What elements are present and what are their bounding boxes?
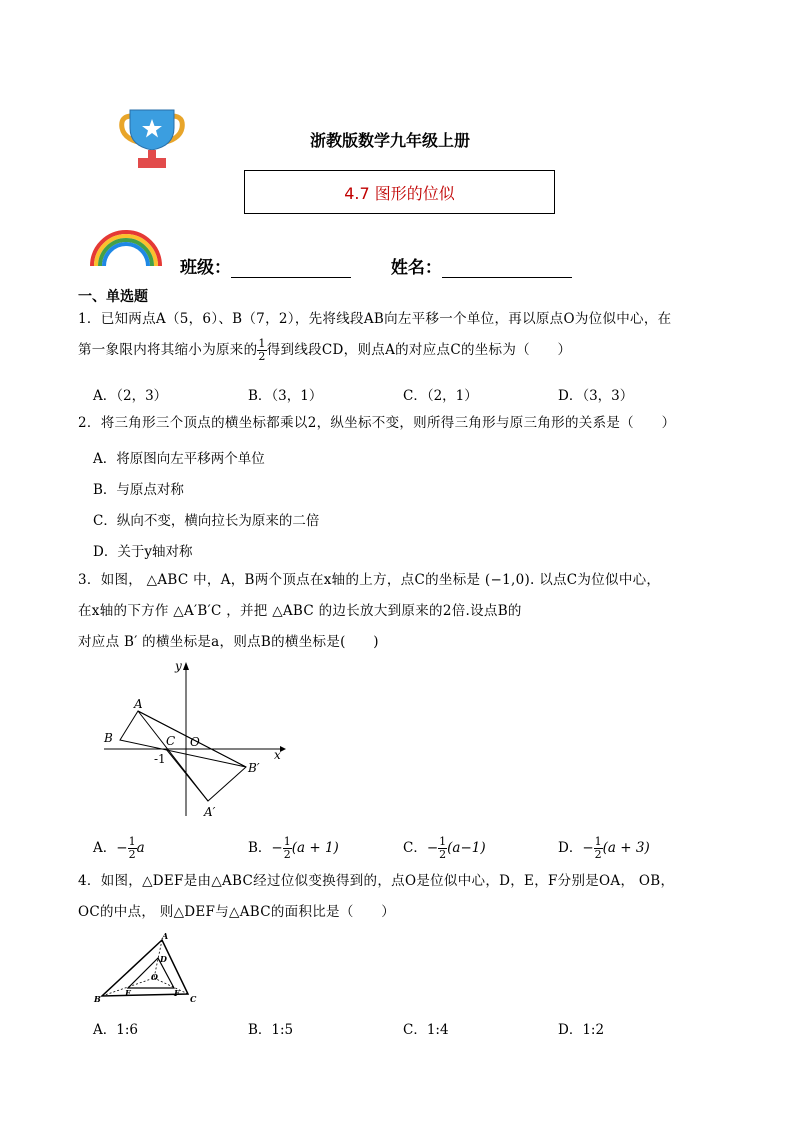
q1-option-b[interactable]: B．（3，1）	[248, 388, 323, 404]
q3-option-a[interactable]: A．− $\frac{1}{2}$ a	[93, 835, 145, 861]
question-1	[78, 304, 728, 366]
q3-line2: 在x轴的下方作 △A′B′C ，并把 △ABC 的边长放大到原来的2倍.设点B的	[78, 603, 522, 619]
q4-option-a[interactable]: A．1:6	[93, 1022, 138, 1038]
fig3-label-y: y	[175, 659, 182, 673]
fig3-label-x: x	[274, 748, 281, 762]
fig4-label-e: E	[125, 988, 132, 998]
q2-stem: 2．将三角形三个顶点的横坐标都乘以2，纵坐标不变，则所得三角形与原三角形的关系是（ ）	[78, 415, 676, 431]
q1-option-d[interactable]: D．（3，3）	[558, 388, 634, 404]
trophy-icon	[118, 108, 186, 170]
student-info-row	[180, 253, 572, 278]
fig4-label-c: C	[190, 994, 197, 1004]
class-label: 班级：	[180, 258, 231, 278]
q4-line2: OC的中点， 则△DEF与△ABC的面积比是（ ）	[78, 904, 396, 920]
q2-option-d[interactable]: D．关于y轴对称	[93, 544, 193, 560]
q3-option-c[interactable]: C．− $\frac{1}{2}$ (a−1)	[403, 835, 486, 861]
q2-option-c[interactable]: C．纵向不变，横向拉长为原来的二倍	[93, 513, 320, 529]
question-4	[78, 866, 728, 928]
q3-option-b[interactable]: B．− $\frac{1}{2}$ (a + 1)	[248, 835, 339, 861]
q4-option-d[interactable]: D．1:2	[558, 1022, 605, 1038]
lesson-title-box	[244, 170, 555, 214]
name-label: 姓名：	[390, 258, 442, 278]
section-title: 一、单选题	[78, 289, 148, 305]
fig4-label-b: B	[94, 994, 101, 1004]
q1-option-a[interactable]: A．（2，3）	[93, 388, 168, 404]
q4-line1: 4．如图，△DEF是由△ABC经过位似变换得到的，点O是位似中心，D，E，F分别是OA， OB，	[78, 873, 675, 889]
rainbow-icon	[88, 226, 164, 268]
fig4-label-o: O	[151, 972, 158, 982]
q3-line3: 对应点 B′ 的横坐标是a，则点B的横坐标是( )	[78, 634, 379, 650]
q3-option-d[interactable]: D．− $\frac{1}{2}$ (a + 3)	[558, 835, 650, 861]
q1-line2: 第一象限内将其缩小为原来的 $\frac{1}{2}$ 得到线段CD，则点A的对应点C的坐标为（ ）	[78, 337, 572, 363]
name-field[interactable]	[442, 259, 572, 278]
fig3-label-aprime: A′	[204, 805, 216, 819]
question-3	[78, 565, 728, 658]
fig4-label-d: D	[160, 954, 167, 964]
q4-option-c[interactable]: C．1:4	[403, 1022, 449, 1038]
fig3-label-b: B	[104, 731, 113, 745]
q1-line1: 1．已知两点A（5，6）、B（7，2），先将线段AB向左平移一个单位，再以原点O为位似中心，在	[78, 311, 672, 327]
q1-option-c[interactable]: C．（2，1）	[403, 388, 478, 404]
fig3-label-neg1: -1	[154, 752, 166, 766]
fig4-label-a: A	[162, 932, 169, 941]
q4-figure	[92, 932, 204, 1006]
lesson-title: 4.7 图形的位似	[344, 183, 455, 203]
fig4-label-f: F	[174, 988, 180, 998]
q3-figure	[98, 656, 290, 824]
q1-fraction: $\frac{1}{2}$	[258, 337, 266, 363]
q3-line1: 3．如图， △ABC 中，A，B两个顶点在x轴的上方，点C的坐标是 (−1,0). 以点C为位似中心，	[78, 572, 661, 588]
fig3-label-a: A	[134, 697, 143, 711]
fig3-label-o: O	[190, 735, 200, 749]
q2-option-b[interactable]: B．与原点对称	[93, 482, 184, 498]
page-title: 浙教版数学九年级上册	[310, 131, 471, 150]
fig3-label-bprime: B′	[248, 761, 260, 775]
class-field[interactable]	[231, 259, 351, 278]
fig3-label-c: C	[166, 734, 176, 748]
q4-option-b[interactable]: B．1:5	[248, 1022, 294, 1038]
q2-option-a[interactable]: A．将原图向左平移两个单位	[93, 451, 265, 467]
